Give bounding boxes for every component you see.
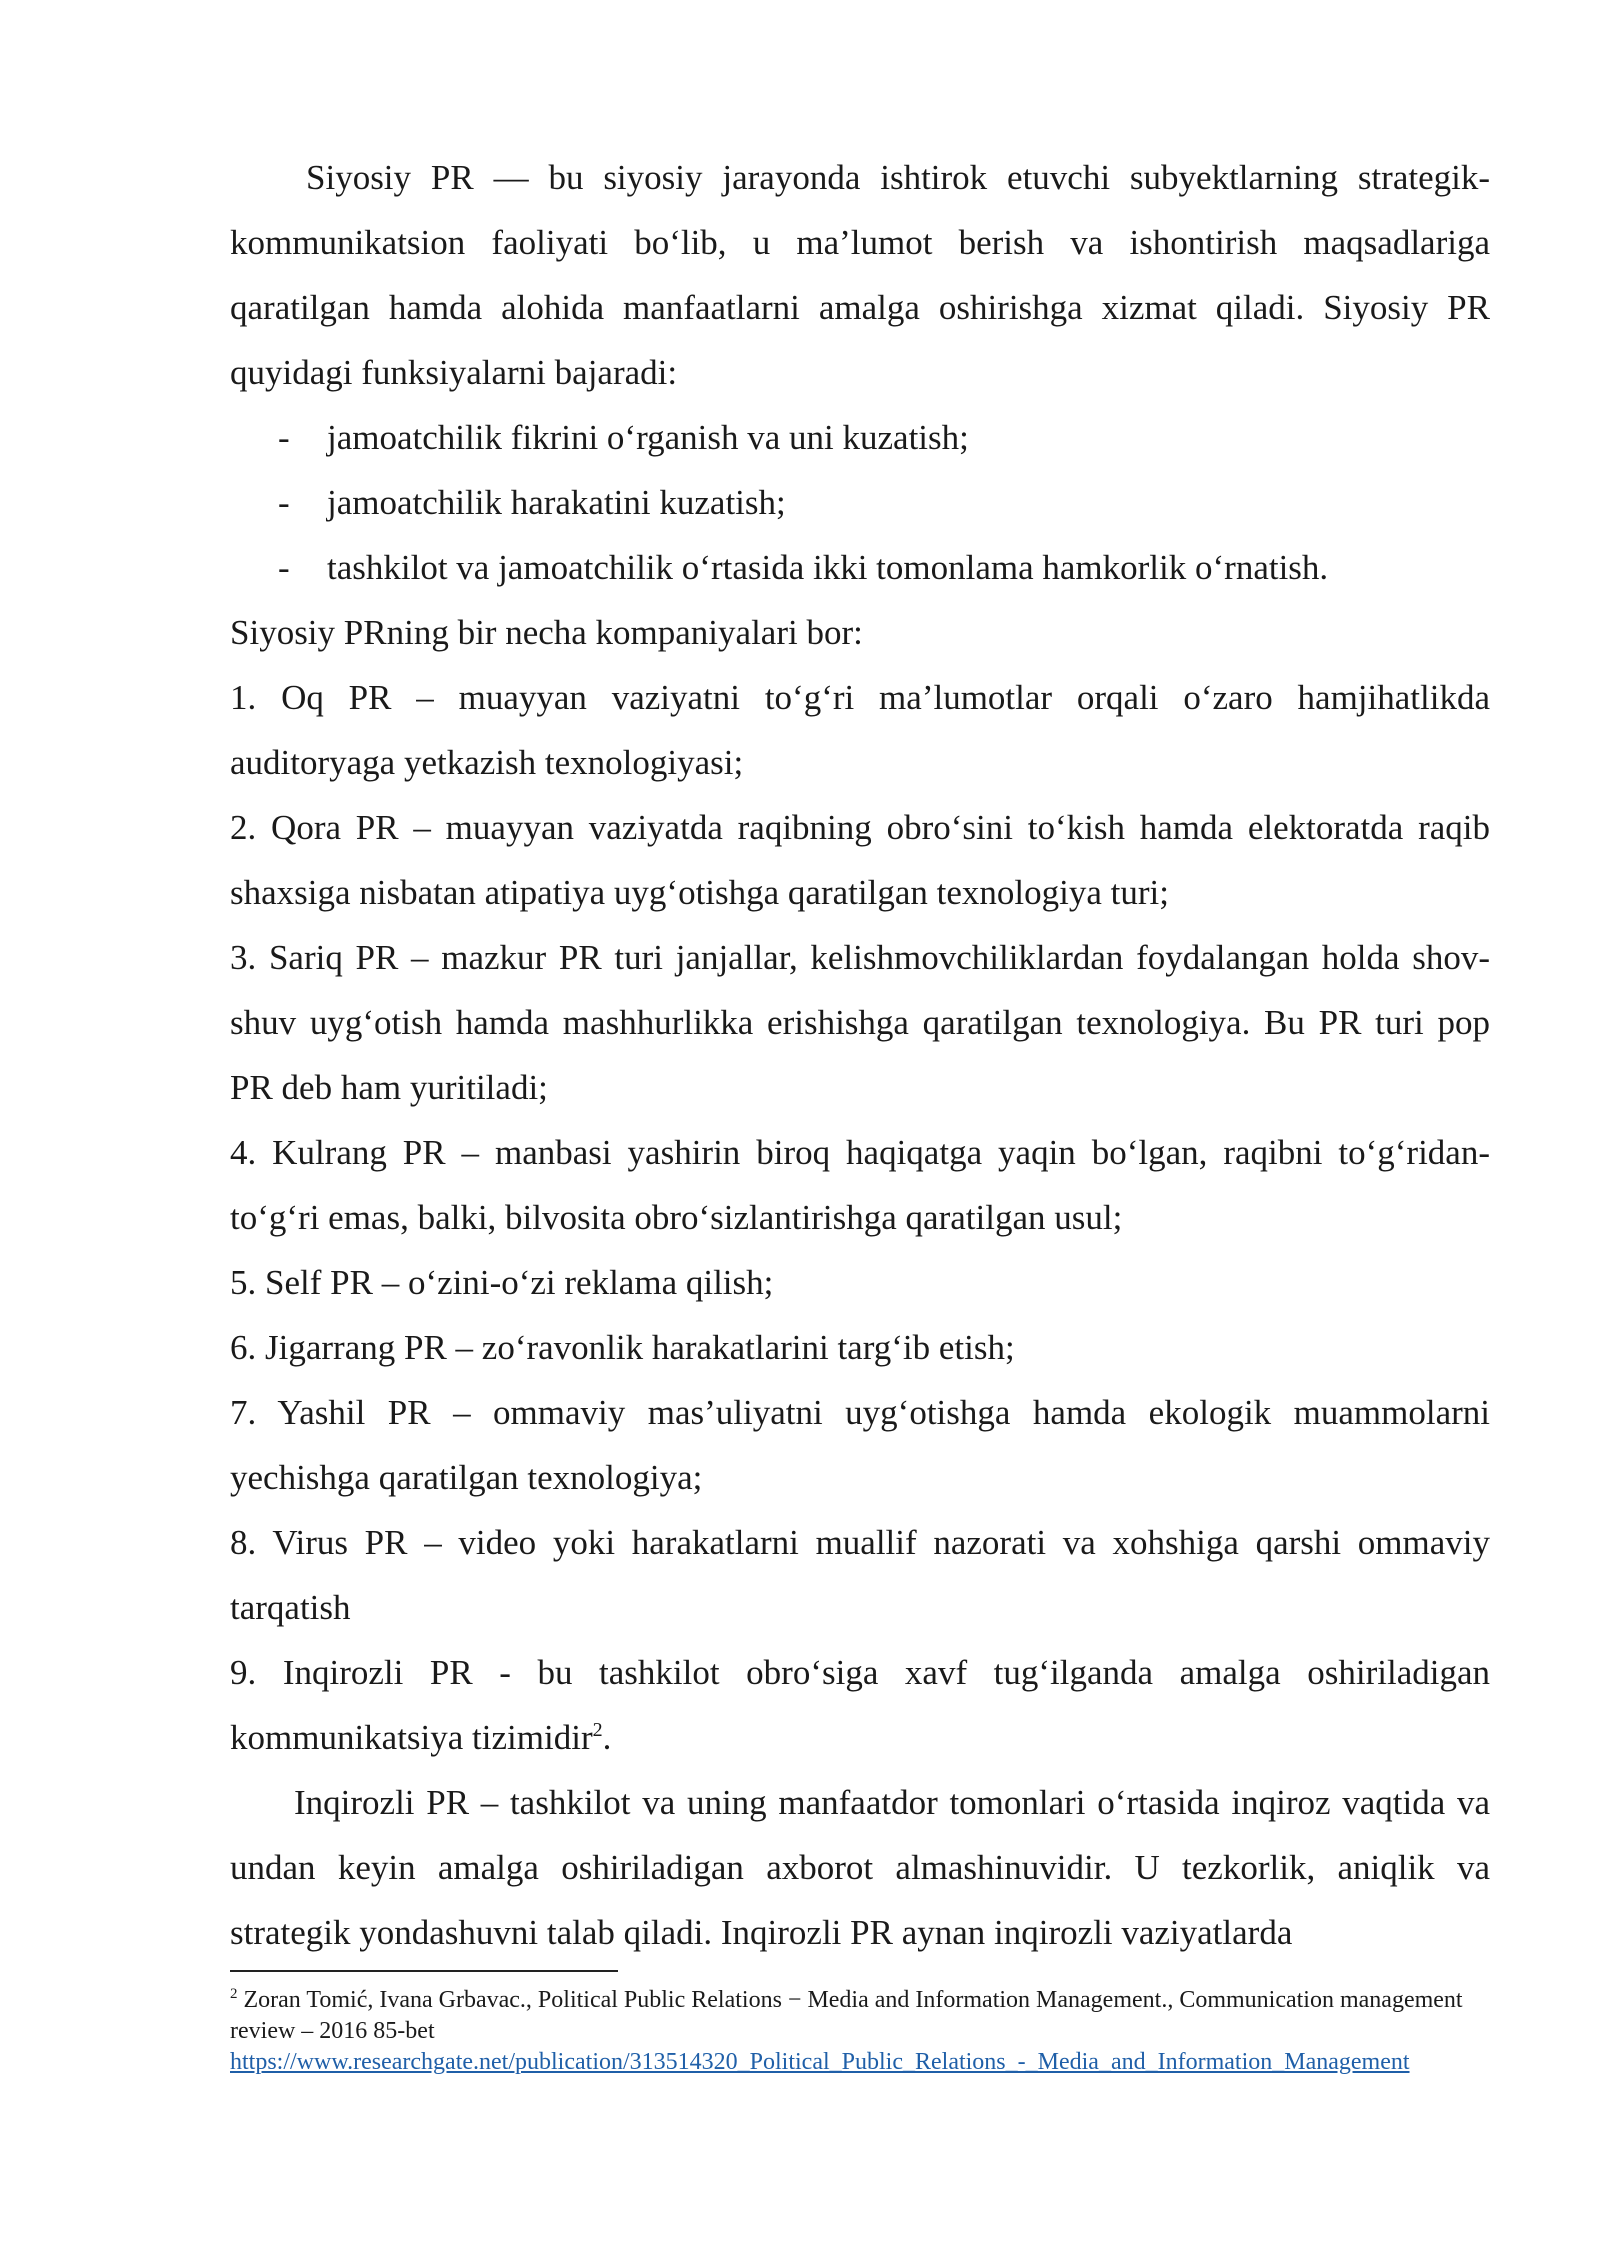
list-item	[230, 535, 1490, 600]
type-item-3: 3. Sariq PR – mazkur PR turi janjallar, kelishmovchiliklardan foydalangan holda shov-shuv uyg‘otish hamda mashhurlikka erishishga qaratilgan texnologiya. Bu PR turi pop PR deb ham yuritiladi;	[230, 938, 1490, 1107]
dash-marker: -	[278, 483, 290, 522]
footnote-citation	[230, 1985, 1495, 2047]
footnote-text: Zoran Tomić, Ivana Grbavac., Political Public Relations − Media and Information Management., Communication management review – 2016 85-bet	[230, 1987, 1463, 2044]
type-item-8: 8. Virus PR – video yoki harakatlarni muallif nazorati va xohshiga qarshi ommaviy tarqatish	[230, 1523, 1490, 1627]
list-item-text: tashkilot va jamoatchilik o‘rtasida ikki tomonlama hamkorlik o‘rnatish.	[327, 548, 1329, 587]
type-item-9-text: 9. Inqirozli PR - bu tashkilot obro‘siga xavf tug‘ilganda amalga oshiriladigan kommunikatsiya tizimidir	[230, 1653, 1490, 1757]
type-item-5: 5. Self PR – o‘zini-o‘zi reklama qilish;	[230, 1263, 774, 1302]
type-item-1: 1. Oq PR – muayyan vaziyatni to‘g‘ri ma’lumotlar orqali o‘zaro hamjihatlikda auditoryaga yetkazish texnologiyasi;	[230, 678, 1490, 782]
crisis-paragraph: Inqirozli PR – tashkilot va uning manfaatdor tomonlari o‘rtasida inqiroz vaqtida va undan keyin amalga oshiriladigan axborot almashinuvidir. U tezkorlik, aniqlik va strategik yondashuvni talab qiladi. Inqirozli PR aynan inqirozli vaziyatlarda	[230, 1783, 1490, 1952]
list-item	[230, 405, 1490, 470]
type-item-9-end: .	[602, 1718, 612, 1757]
types-intro: Siyosiy PRning bir necha kompaniyalari bor:	[230, 613, 863, 652]
intro-paragraph: Siyosiy PR — bu siyosiy jarayonda ishtirok etuvchi subyektlarning strategik-kommunikatsion faoliyati bo‘lib, u ma’lumot berish va ishontirish maqsadlariga qaratilgan hamda alohida manfaatlarni amalga oshirishga xizmat qiladi. Siyosiy PR quyidagi funksiyalarni bajaradi:	[230, 158, 1490, 392]
list-item-text: jamoatchilik harakatini kuzatish;	[327, 483, 786, 522]
type-item-7: 7. Yashil PR – ommaviy mas’uliyatni uyg‘otishga hamda ekologik muammolarni yechishga qaratilgan texnologiya;	[230, 1393, 1490, 1497]
type-item-9	[230, 1640, 1490, 1770]
dash-marker: -	[278, 548, 290, 587]
list-item-text: jamoatchilik fikrini o‘rganish va uni kuzatish;	[327, 418, 969, 457]
footnote-separator	[230, 1970, 618, 1972]
type-item-6: 6. Jigarrang PR – zo‘ravonlik harakatlarini targ‘ib etish;	[230, 1328, 1015, 1367]
list-item	[230, 470, 1490, 535]
main-text	[230, 145, 1490, 1965]
type-item-4: 4. Kulrang PR – manbasi yashirin biroq haqiqatga yaqin bo‘lgan, raqibni to‘g‘ridan-to‘g‘ri emas, balki, bilvosita obro‘sizlantirishga qaratilgan usul;	[230, 1133, 1490, 1237]
footnote-link-line	[230, 2047, 1495, 2078]
footnote-reference[interactable]: 2	[592, 1719, 603, 1741]
footnote	[230, 1985, 1495, 2078]
footnote-number: 2	[230, 1986, 238, 2002]
functions-list	[230, 405, 1490, 600]
type-item-2: 2. Qora PR – muayyan vaziyatda raqibning obro‘sini to‘kish hamda elektoratda raqib shaxsiga nisbatan atipatiya uyg‘otishga qaratilgan texnologiya turi;	[230, 808, 1490, 912]
footnote-link[interactable]: https://www.researchgate.net/publication/313514320_Political_Public_Relations_-_Media_and_Information_Management	[230, 2049, 1410, 2075]
dash-marker: -	[278, 418, 290, 457]
